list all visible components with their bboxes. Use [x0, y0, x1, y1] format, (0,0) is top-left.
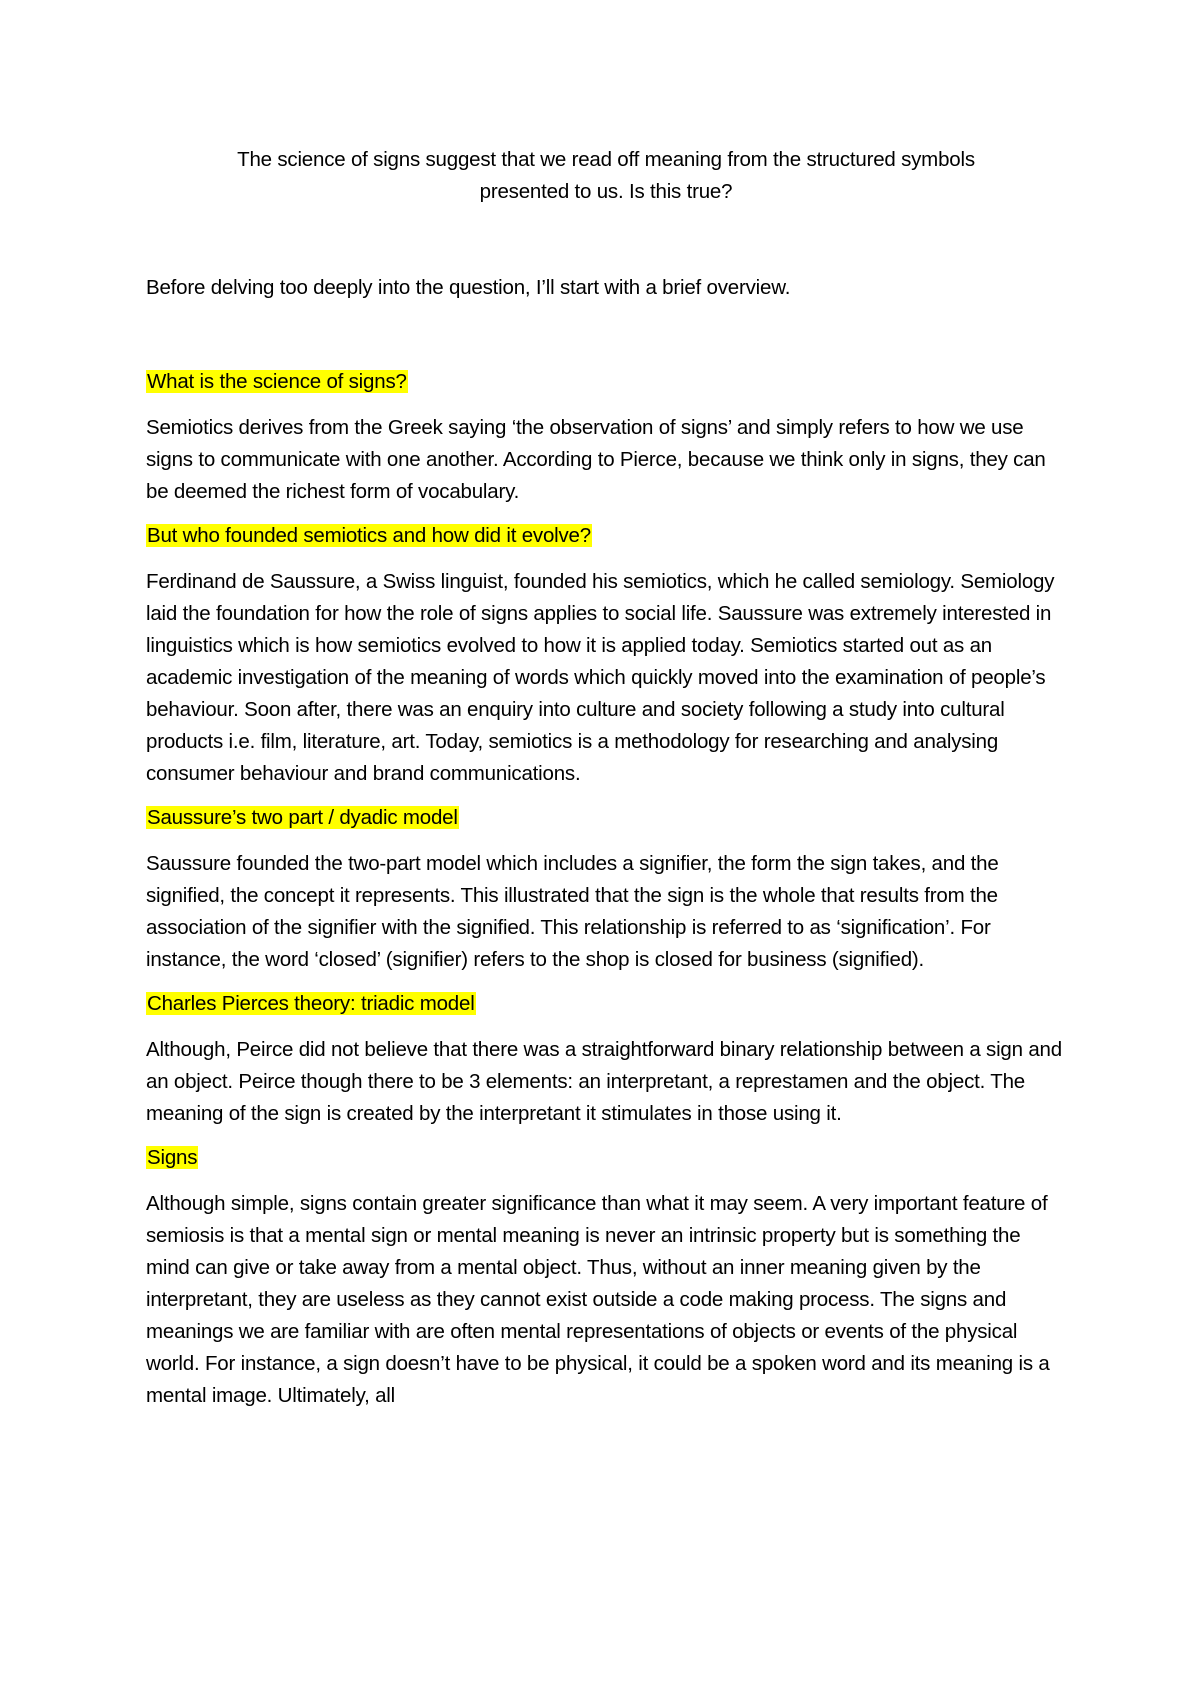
section-heading — [146, 366, 1066, 398]
highlighted-heading-text: Charles Pierces theory: triadic model — [147, 992, 475, 1015]
section-heading — [146, 1142, 1066, 1174]
intro-paragraph: Before delving too deeply into the question, I’ll start with a brief overview. — [146, 276, 791, 299]
document-body — [146, 144, 1066, 1412]
section-paragraph: Saussure founded the two-part model which includes a signifier, the form the sign takes, and the signified, the concept it represents. This illustrated that the sign is the whole that results from the association of the signifier with the signified. This relationship is referred to as ‘signification’. For instance, the word ‘closed’ (signifier) refers to the shop is closed for business (signified). — [146, 852, 999, 971]
document-title — [146, 144, 1066, 208]
highlighted-heading-text: Signs — [147, 1146, 198, 1169]
title-line: The science of signs suggest that we read off meaning from the structured symbols — [237, 148, 975, 171]
section-heading — [146, 802, 1066, 834]
highlighted-heading-text: But who founded semiotics and how did it evolve? — [147, 524, 591, 547]
highlighted-heading-text: Saussure’s two part / dyadic model — [147, 806, 458, 829]
section-paragraph: Semiotics derives from the Greek saying ‘the observation of signs’ and simply refers to how we use signs to communicate with one another. According to Pierce, because we think only in signs, they can be deemed the richest form of vocabulary. — [146, 416, 1046, 503]
section-paragraph: Ferdinand de Saussure, a Swiss linguist, founded his semiotics, which he called semiology. Semiology laid the foundation for how the role of signs applies to social life. Saussure was extremely interested in linguistics which is how semiotics evolved to how it is applied today. Semiotics started out as an academic investigation of the meaning of words which quickly moved into the examination of people’s behaviour. Soon after, there was an enquiry into culture and society following a study into cultural products i.e. film, literature, art. Today, semiotics is a methodology for researching and analysing consumer behaviour and brand communications. — [146, 570, 1055, 785]
section-heading — [146, 520, 1066, 552]
title-line: presented to us. Is this true? — [479, 180, 733, 203]
section-paragraph: Although, Peirce did not believe that there was a straightforward binary relationship between a sign and an object. Peirce though there to be 3 elements: an interpretant, a represtamen and the object. The meaning of the sign is created by the interpretant it stimulates in those using it. — [146, 1038, 1062, 1125]
section-paragraph: Although simple, signs contain greater significance than what it may seem. A very important feature of semiosis is that a mental sign or mental meaning is never an intrinsic property but is something the mind can give or take away from a mental object. Thus, without an inner meaning given by the interpretant, they are useless as they cannot exist outside a code making process. The signs and meanings we are familiar with are often mental representations of objects or events of the physical world. For instance, a sign doesn’t have to be physical, it could be a spoken word and its meaning is a mental image. Ultimately, all — [146, 1192, 1050, 1407]
section-heading — [146, 988, 1066, 1020]
highlighted-heading-text: What is the science of signs? — [147, 370, 407, 393]
